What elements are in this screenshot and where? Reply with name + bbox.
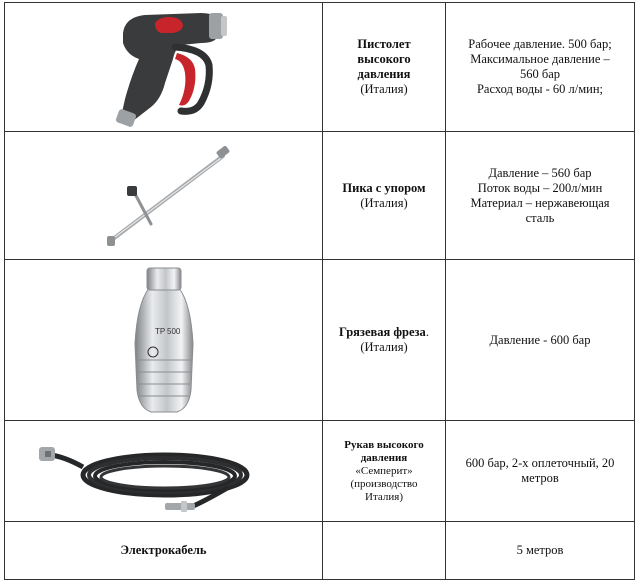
product-name: высокого (357, 52, 411, 66)
name-suffix: . (425, 325, 429, 339)
origin-note: (производство (350, 477, 418, 490)
name-cell (323, 260, 446, 421)
product-name: Грязевая фреза (339, 325, 426, 339)
spec-line: Расход воды - 60 л/мин; (476, 82, 603, 96)
lance-icon (5, 132, 322, 259)
empty-cell (323, 522, 446, 580)
spec-line: сталь (525, 210, 555, 225)
name-cell (323, 3, 446, 132)
image-cell (5, 132, 323, 260)
spec-line: Поток воды – 200л/мин (477, 180, 603, 195)
origin-note: (Италия) (360, 82, 408, 96)
nozzle-label: 500 (167, 327, 181, 336)
spec-line: Давление – 560 бар (488, 165, 592, 180)
spec-line: Материал – нержавеющая (470, 195, 610, 210)
spec-line: Рабочее давление. 500 бар; (468, 37, 612, 51)
name-cell (5, 522, 323, 580)
image-cell (5, 3, 323, 132)
spec-line: 5 метров (516, 543, 564, 557)
spec-cell (446, 421, 635, 522)
table-row (5, 260, 635, 421)
spec-cell (446, 132, 635, 260)
spec-cell (446, 260, 635, 421)
product-name: давления (357, 67, 411, 81)
product-name: Электрокабель (120, 543, 207, 557)
hose-icon (5, 421, 322, 521)
spec-cell (446, 3, 635, 132)
image-cell (5, 260, 323, 421)
name-cell (323, 421, 446, 522)
table-row (5, 132, 635, 260)
spec-line: Давление - 600 бар (489, 332, 591, 347)
origin-note: «Семперит» (355, 464, 413, 477)
product-name: давления (360, 451, 408, 464)
spec-line: 560 бар (519, 67, 561, 81)
table-row (5, 421, 635, 522)
nozzle-label: TP (155, 327, 166, 336)
origin-note: Италия) (365, 490, 403, 503)
product-name: Рукав высокого (344, 438, 424, 451)
product-name: Пика с упором (342, 180, 426, 195)
table-row (5, 3, 635, 132)
spec-line: метров (521, 471, 559, 485)
table-row (5, 522, 635, 580)
equipment-table (4, 2, 635, 580)
origin-note: (Италия) (360, 340, 408, 354)
image-cell (5, 421, 323, 522)
product-name: Пистолет (357, 37, 411, 51)
spec-cell (446, 522, 635, 580)
spec-line: Максимальное давление – (470, 52, 610, 66)
spray-gun-icon (5, 3, 322, 131)
rotary-nozzle-icon (5, 260, 322, 420)
origin-note: (Италия) (360, 195, 408, 210)
name-cell (323, 132, 446, 260)
spec-line: 600 бар, 2-х оплеточный, 20 (465, 456, 615, 470)
